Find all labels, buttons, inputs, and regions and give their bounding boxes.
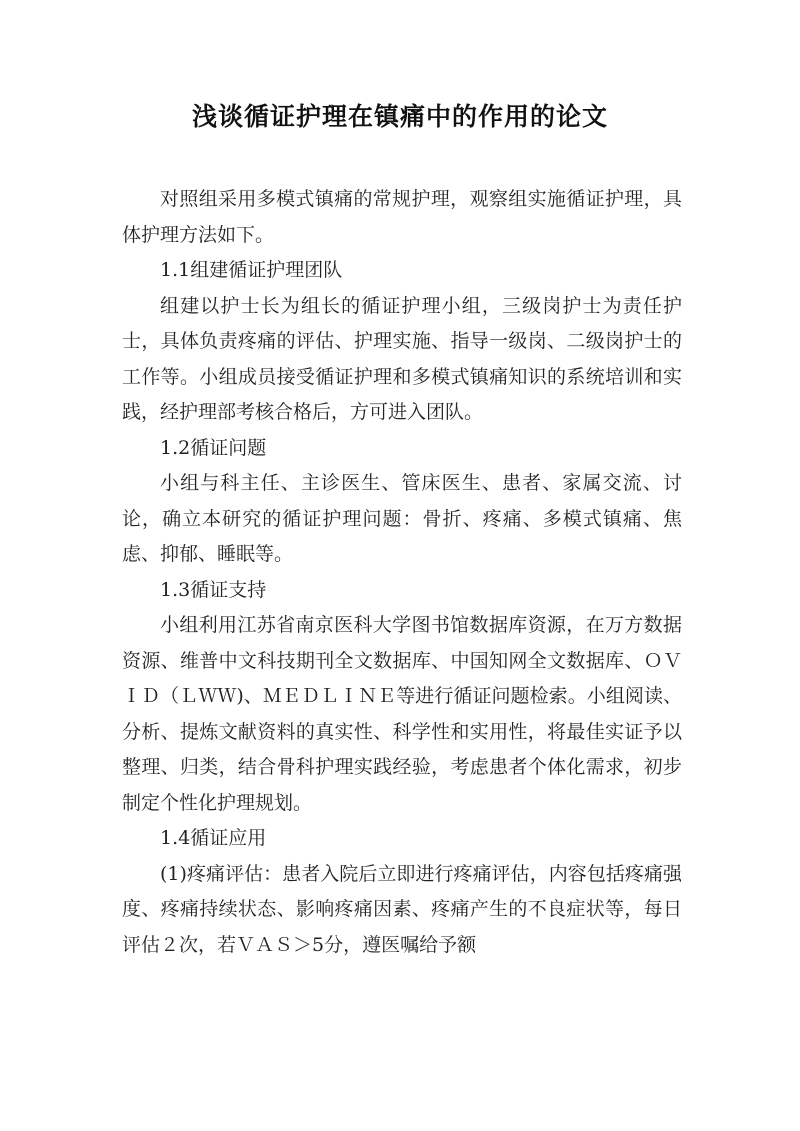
paragraph-questions: 小组与科主任、主诊医生、管床医生、患者、家属交流、讨论，确立本研究的循证护理问题：骨折、疼痛、多模式镇痛、焦虑、抑郁、睡眠等。 <box>122 472 682 565</box>
document-title: 浅谈循证护理在镇痛中的作用的论文 <box>191 102 608 131</box>
paragraph-team: 组建以护士长为组长的循证护理小组，三级岗护士为责任护士，具体负责疼痛的评估、护理实施、指导一级岗、二级岗护士的工作等。小组成员接受循证护理和多模式镇痛知识的系统培训和实践，经护理部考核合格后，方可进入团队。 <box>122 294 682 423</box>
section-heading-1-3: 1.3循证支持 <box>160 578 267 601</box>
paragraph-intro: 对照组采用多模式镇痛的常规护理，观察组实施循证护理，具体护理方法如下。 <box>122 188 682 246</box>
section-heading-1-2: 1.2循证问题 <box>160 436 267 459</box>
document-body <box>122 182 682 963</box>
section-heading-1-4: 1.4循证应用 <box>160 827 267 849</box>
paragraph-support: 小组利用江苏省南京医科大学图书馆数据库资源，在万方数据资源、维普中文科技期刊全文数据库、中国知网全文数据库、ＯＶＩＤ（ＬＷＷ)、ＭＥＤＬＩＮＥ等进行循证问题检索。小组阅读、分析、提炼文献资料的真实性、科学性和实用性，将最佳实证予以整理、归类，结合骨科护理实践经验，考虑患者个体化需求，初步制定个性化护理规划。 <box>122 614 682 814</box>
section-heading-1-1: 1.1组建循证护理团队 <box>160 259 343 281</box>
paragraph-application: (1)疼痛评估：患者入院后立即进行疼痛评估，内容包括疼痛强度、疼痛持续状态、影响疼痛因素、疼痛产生的不良症状等，每日评估２次，若ＶＡＳ＞5分，遵医嘱给予额 <box>122 862 682 956</box>
